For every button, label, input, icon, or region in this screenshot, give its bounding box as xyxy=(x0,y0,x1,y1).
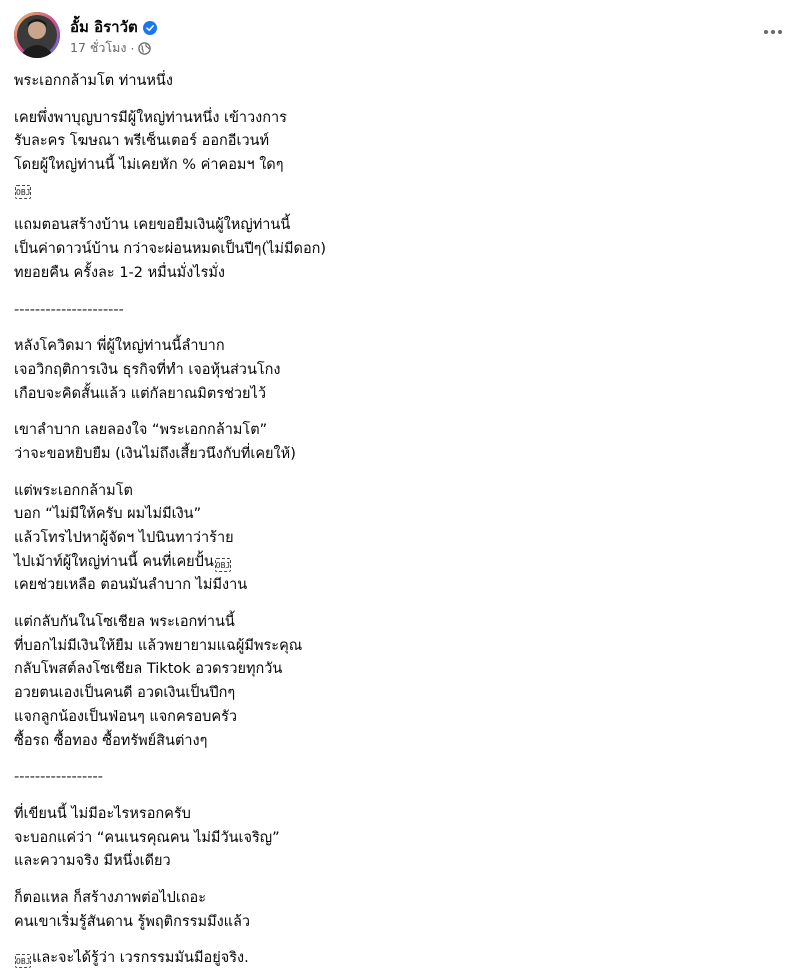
verified-badge-icon xyxy=(143,20,157,34)
post-line: เจอวิกฤติการเงิน ธุรกิจที่ทำ เจอหุ้นส่วนโกง xyxy=(14,361,281,378)
object-placeholder-icon: OBJ xyxy=(215,558,231,572)
post-line: ทยอยคืน ครั้งละ 1-2 หมื่นมั่งไรมั่ง xyxy=(14,264,226,281)
post-line: เขาลำบาก เลยลองใจ “พระเอกกล้ามโต” xyxy=(14,422,268,439)
post-line: โดยผู้ใหญ่ท่านนี้ ไม่เคยหัก % ค่าคอมฯ ใดๆ xyxy=(14,157,284,174)
author-avatar[interactable] xyxy=(14,12,60,58)
post-line: กลับโพสต์ลงโซเชียล Tiktok อวดรวยทุกวัน xyxy=(14,661,283,678)
post-line: เป็นค่าดาวน์บ้าน กว่าจะผ่อนหมดเป็นปีๆ(ไม่มีดอก) xyxy=(14,241,327,258)
post-line: จะบอกแค่ว่า “คนเนรคุณคน ไม่มีวันเจริญ” xyxy=(14,829,280,846)
post-line: บอก “ไม่มีให้ครับ ผมไม่มีเงิน” xyxy=(14,506,202,523)
more-dot xyxy=(771,30,775,34)
post-line: แต่กลับกันในโซเชียล พระเอกท่านนี้ xyxy=(14,614,235,631)
post-line: หลังโควิดมา พี่ผู้ใหญ่ท่านนี้ลำบาก xyxy=(14,338,225,355)
post-line: อวยตนเองเป็นคนดี อวดเงินเป็นปึกๆ xyxy=(14,685,236,702)
divider-line: --------------------- xyxy=(14,301,124,318)
post-header xyxy=(14,12,786,60)
meta-separator: · xyxy=(130,40,135,56)
divider-line: ----------------- xyxy=(14,769,103,786)
post-line: แถมตอนสร้างบ้าน เคยขอยืมเงินผู้ใหญ่ท่านนี้ xyxy=(14,217,291,234)
more-dots-icon xyxy=(764,30,768,34)
post-line: พระเอกกล้ามโต ท่านหนึ่ง xyxy=(14,73,173,89)
post-line: คนเขาเริ่มรู้สันดาน รู้พฤติกรรมมึงแล้ว xyxy=(14,913,251,930)
post-text xyxy=(14,70,774,971)
author-name[interactable]: อั้ม อิราวัต xyxy=(70,18,138,36)
post-line: แจกลูกน้องเป็นฟ่อนๆ แจกครอบครัว xyxy=(14,708,237,725)
post-line-text: และจะได้รู้ว่า เวรกรรมมันมีอยู่จริง. xyxy=(32,950,249,967)
object-placeholder-icon: OBJ xyxy=(15,185,31,199)
post-line: เคยช่วยเหลือ ตอนมันลำบาก ไม่มีงาน xyxy=(14,577,248,594)
post-line: รับละคร โฆษณา พรีเซ็นเตอร์ ออกอีเวนท์ xyxy=(14,133,270,150)
globe-icon[interactable] xyxy=(138,42,151,55)
more-dot xyxy=(778,30,782,34)
post-line: เคยพึ่งพาบุญบารมีผู้ใหญ่ท่านหนึ่ง เข้าวงการ xyxy=(14,109,287,126)
post-line xyxy=(14,947,774,971)
post-line: เกือบจะคิดสั้นแล้ว แต่กัลยาณมิตรช่วยไว้ xyxy=(14,385,266,402)
post-line-text: ไปเม้าท์ผู้ใหญ่ท่านนี้ คนที่เคยปั้น xyxy=(14,553,214,570)
post-line xyxy=(14,178,774,202)
post-line: ก็ตอแหล ก็สร้างภาพต่อไปเถอะ xyxy=(14,889,207,906)
post-line: ว่าจะขอหยิบยืม (เงินไม่ถึงเสี้ยวนึงกับที่เคยให้) xyxy=(14,445,296,462)
post-line: ซื้อรถ ซื้อทอง ซื้อทรัพย์สินต่างๆ xyxy=(14,732,208,749)
post-line xyxy=(14,551,774,575)
post-line: แล้วโทรไปหาผู้จัดฯ ไปนินทาว่าร้าย xyxy=(14,530,234,546)
post-line: ที่บอกไม่มีเงินให้ยืม แล้วพยายามแฉผู้มีพระคุณ xyxy=(14,637,303,654)
post-line: ที่เขียนนี้ ไม่มีอะไรหรอกครับ xyxy=(14,805,191,822)
post-line: แต่พระเอกกล้ามโต xyxy=(14,482,133,499)
object-placeholder-icon: OBJ xyxy=(15,954,31,968)
post-timestamp[interactable]: 17 ชั่วโมง xyxy=(70,40,127,55)
more-options-button[interactable] xyxy=(760,22,786,42)
post-line: และความจริง มีหนึ่งเดียว xyxy=(14,853,171,870)
